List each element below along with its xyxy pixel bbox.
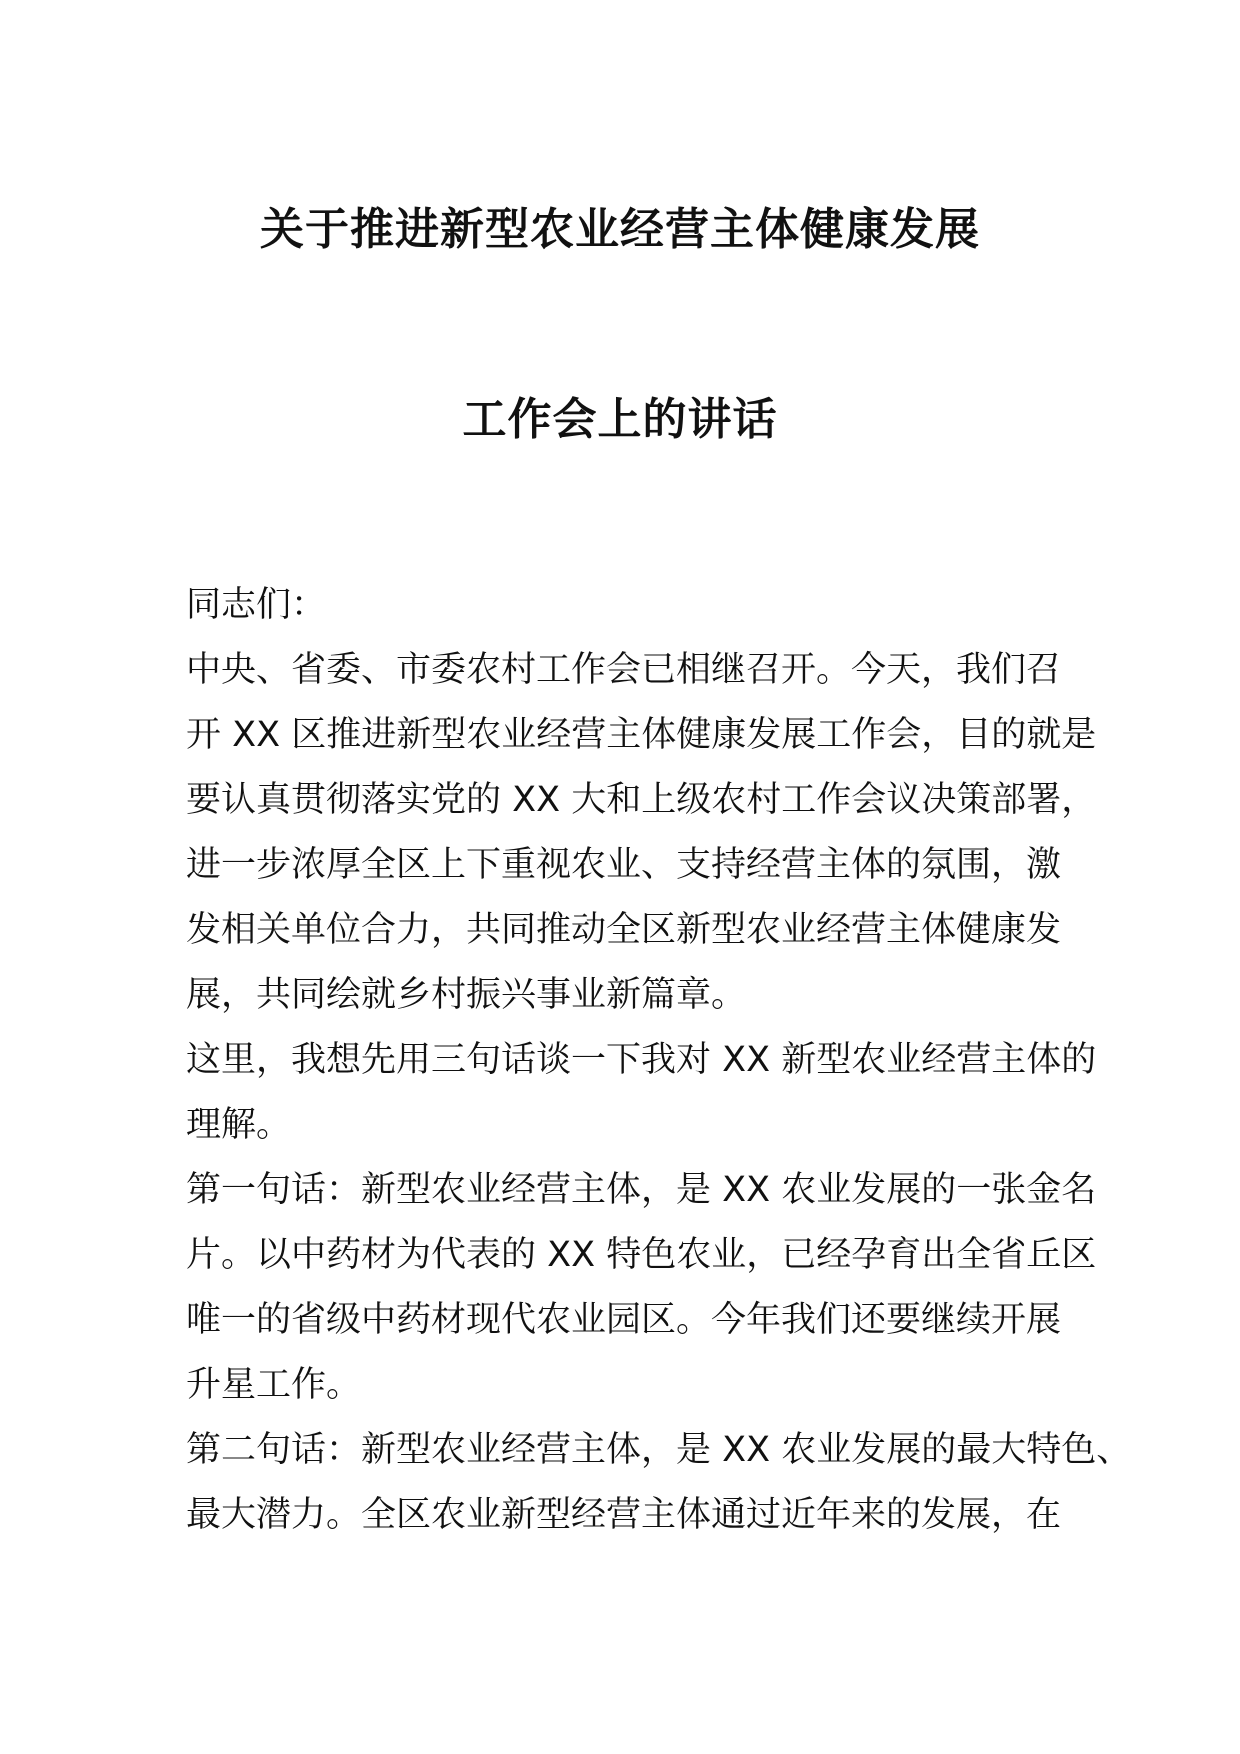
body-line: 片。以中药材为代表的 XX 特色农业，已经孕育出全省丘区 bbox=[186, 1235, 1097, 1275]
document-title-line-2: 工作会上的讲话 bbox=[462, 394, 778, 445]
body-line: 发相关单位合力，共同推动全区新型农业经营主体健康发 bbox=[186, 910, 1062, 950]
body-line: 最大潜力。全区农业新型经营主体通过近年来的发展，在 bbox=[186, 1495, 1062, 1535]
body-line: 第二句话：新型农业经营主体，是 XX 农业发展的最大特色、 bbox=[186, 1430, 1132, 1470]
document-body bbox=[186, 573, 1132, 1548]
body-line: 要认真贯彻落实党的 XX 大和上级农村工作会议决策部署， bbox=[186, 780, 1097, 820]
body-line: 这里，我想先用三句话谈一下我对 XX 新型农业经营主体的 bbox=[186, 1040, 1097, 1080]
body-line: 第一句话：新型农业经营主体，是 XX 农业发展的一张金名 bbox=[186, 1170, 1097, 1210]
body-line: 理解。 bbox=[186, 1105, 292, 1145]
body-line: 中央、省委、市委农村工作会已相继召开。今天，我们召 bbox=[186, 650, 1062, 690]
body-line: 进一步浓厚全区上下重视农业、支持经营主体的氛围，激 bbox=[186, 845, 1062, 885]
body-line-salutation: 同志们： bbox=[186, 585, 327, 625]
body-line: 唯一的省级中药材现代农业园区。今年我们还要继续开展 bbox=[186, 1300, 1062, 1340]
document-title-line-1: 关于推进新型农业经营主体健康发展 bbox=[260, 204, 980, 255]
body-line: 升星工作。 bbox=[186, 1365, 362, 1405]
body-line: 展，共同绘就乡村振兴事业新篇章。 bbox=[186, 975, 747, 1015]
body-line: 开 XX 区推进新型农业经营主体健康发展工作会，目的就是 bbox=[186, 715, 1097, 755]
